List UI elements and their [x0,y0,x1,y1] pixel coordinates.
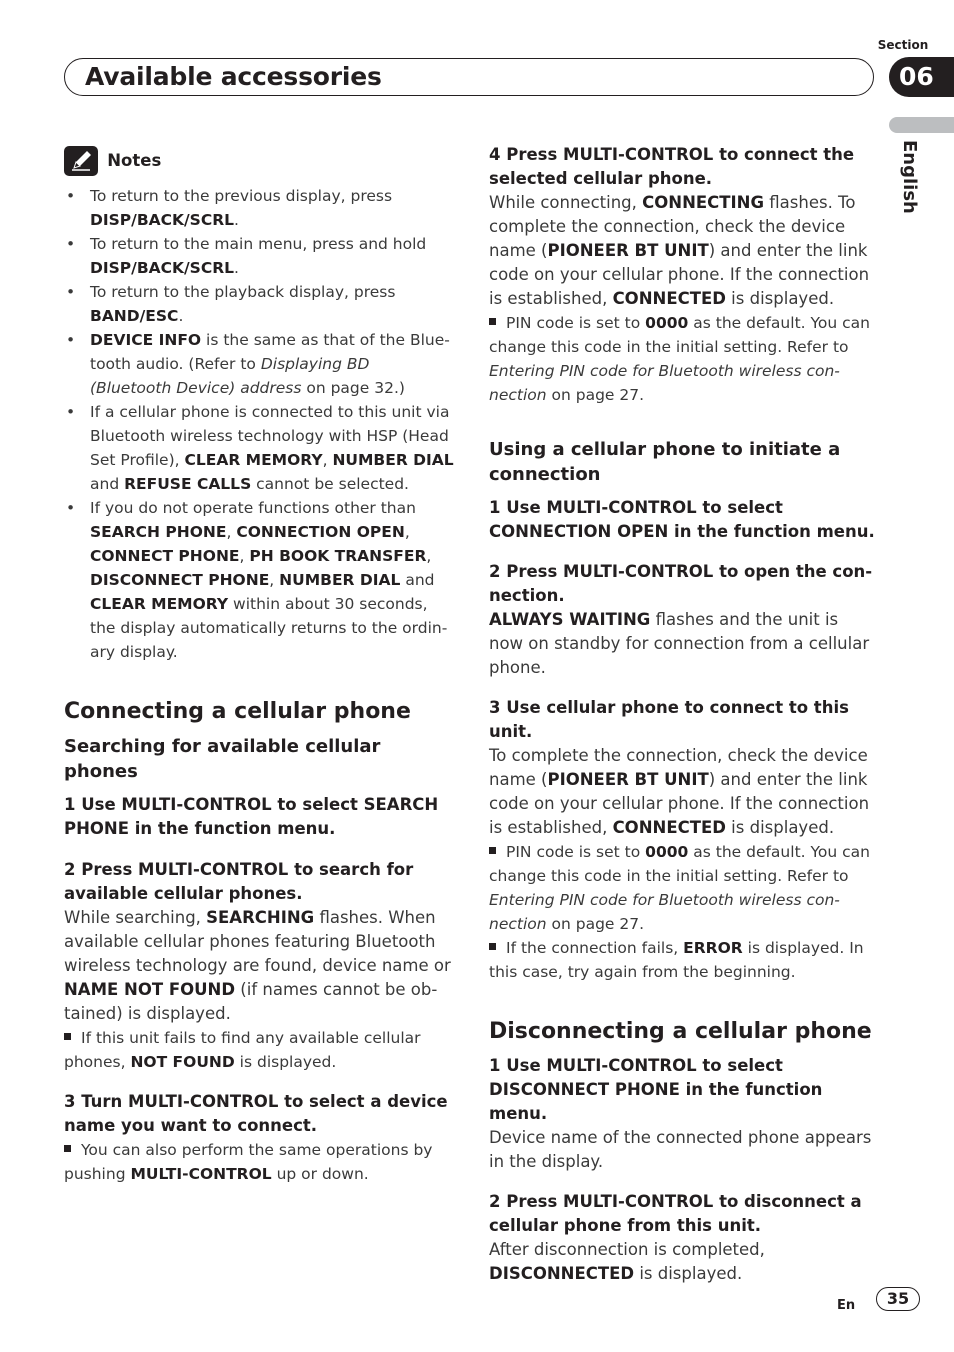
step-1: 1 Use MULTI-CONTROL to select SEARCH PHONE in the function menu. [64,795,439,838]
notes-list [64,184,454,664]
left-column [64,146,454,1186]
section-heading-connecting: Connecting a cellular phone [64,699,411,724]
square-bullet-icon [489,847,496,854]
step-2-note: If this unit fails to find any available cellular phones, NOT FOUND is displayed. [64,1029,421,1071]
right-column [489,143,877,1286]
step-4: 4 Press MULTI-CONTROL to connect the selected cellular phone. [489,145,855,188]
step-4-note: PIN code is set to 0000 as the default. You can change this code in the initial setting. Refer to Entering PIN code for Bluetooth wireless con-nection on page 27. [489,314,870,404]
initiate-step-2-body: ALWAYS WAITING flashes and the unit is now on standby for connection from a cellular phone. [489,610,870,677]
step-2: 2 Press MULTI-CONTROL to search for available cellular phones. [64,860,414,903]
note-item: • DEVICE INFO is the same as that of the Blue-tooth audio. (Refer to Displaying BD (Bluetooth Device) address on page 32.) [66,331,450,397]
note-item: • If a cellular phone is connected to this unit via Bluetooth wireless technology with HSP (Head Set Profile), CLEAR MEMORY, NUMBER DIAL and REFUSE CALLS cannot be selected. [66,403,454,493]
step-4-body: While connecting, CONNECTING flashes. To complete the connection, check the device name (PIONEER BT UNIT) and enter the link code on your cellular phone. If the connection is established, CONNECTED is displayed. [489,193,870,308]
disconnect-step-2-body: After disconnection is completed, DISCONNECTED is displayed. [489,1240,765,1283]
square-bullet-icon [64,1145,71,1152]
page-number: 35 [876,1287,920,1311]
initiate-step-3: 3 Use cellular phone to connect to this unit. [489,698,849,741]
note-item: • If you do not operate functions other than SEARCH PHONE, CONNECTION OPEN, CONNECT PHONE, PH BOOK TRANSFER, DISCONNECT PHONE, NUMBER DIAL and CLEAR MEMORY within about 30 seconds, the display automatically returns to the ordin-ary display. [66,499,448,661]
initiate-step-1: 1 Use MULTI-CONTROL to select CONNECTION OPEN in the function menu. [489,498,875,541]
disconnect-step-1: 1 Use MULTI-CONTROL to select DISCONNECT PHONE in the function menu. [489,1056,823,1123]
disconnect-step-1-body: Device name of the connected phone appears in the display. [489,1128,872,1171]
language-tab [889,117,954,133]
step-3: 3 Turn MULTI-CONTROL to select a device name you want to connect. [64,1092,448,1135]
section-label: Section [877,38,929,52]
page-title: Available accessories [85,62,382,91]
pencil-icon [64,146,98,176]
notes-title: Notes [107,151,162,170]
initiate-step-3-note-error: If the connection fails, ERROR is displayed. In this case, try again from the beginning. [489,939,864,981]
subheading-initiate: Using a cellular phone to initiate a connection [489,439,841,485]
section-heading-disconnecting: Disconnecting a cellular phone [489,1019,872,1044]
footer-language: En [837,1298,856,1313]
notes-heading [64,146,454,176]
language-label: English [899,140,920,214]
step-3-note: You can also perform the same operations by pushing MULTI-CONTROL up or down. [64,1141,433,1183]
section-number-tab: 06 [889,57,954,97]
note-item: • To return to the playback display, press BAND/ESC. [66,283,396,325]
note-item: • To return to the main menu, press and hold DISP/BACK/SCRL. [66,235,427,277]
square-bullet-icon [489,943,496,950]
initiate-step-2: 2 Press MULTI-CONTROL to open the con-nection. [489,562,873,605]
square-bullet-icon [64,1033,71,1040]
subheading-searching: Searching for available cellular phones [64,736,381,782]
initiate-step-3-note-pin: PIN code is set to 0000 as the default. You can change this code in the initial setting. Refer to Entering PIN code for Bluetooth wireless con-nection on page 27. [489,843,870,933]
step-2-body: While searching, SEARCHING flashes. When available cellular phones featuring Bluetooth wireless technology are found, device name or NAME NOT FOUND (if names cannot be ob-tained) is displayed. [64,908,451,1023]
initiate-step-3-body: To complete the connection, check the device name (PIONEER BT UNIT) and enter the link code on your cellular phone. If the connection is established, CONNECTED is displayed. [489,746,870,837]
note-item: • To return to the previous display, press DISP/BACK/SCRL. [66,187,393,229]
square-bullet-icon [489,318,496,325]
disconnect-step-2: 2 Press MULTI-CONTROL to disconnect a cellular phone from this unit. [489,1192,862,1235]
